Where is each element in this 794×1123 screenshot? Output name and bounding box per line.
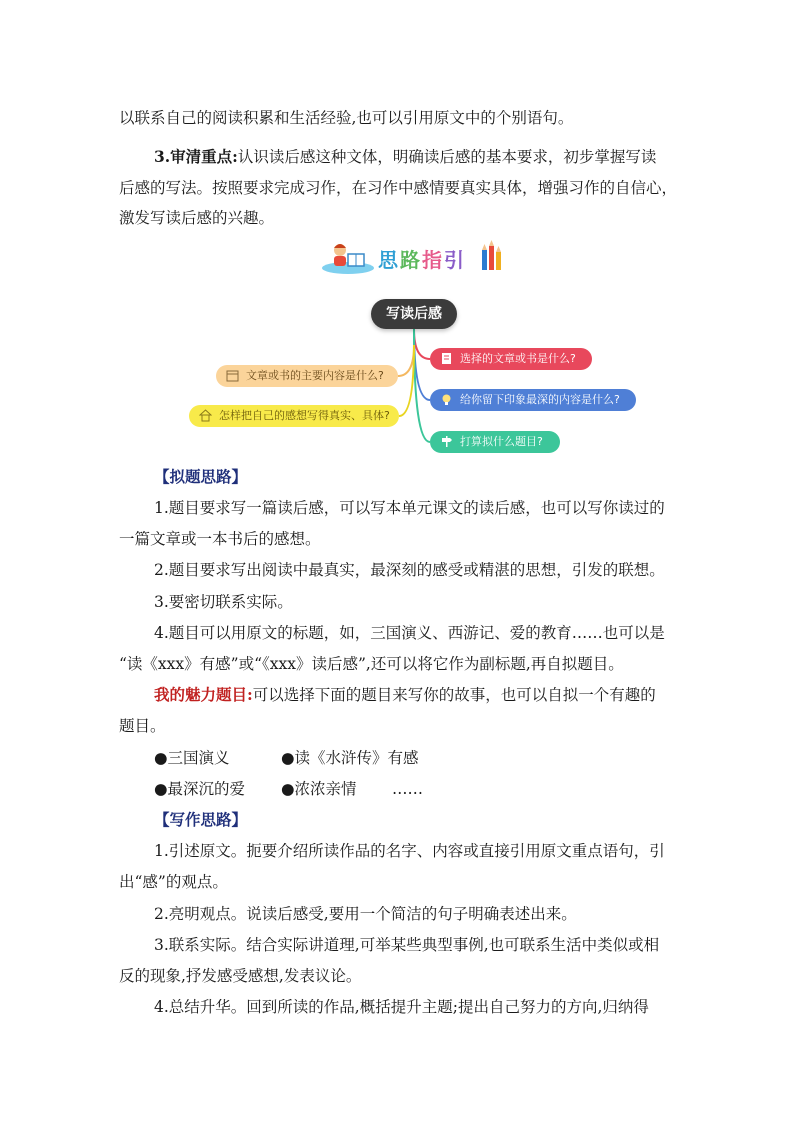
- point-label: 3.审清重点:: [154, 147, 238, 166]
- paragraph-line: 2.亮明观点。说读后感受,要用一个简洁的句子明确表述出来。: [154, 905, 577, 923]
- paragraph-line: 2.题目要求写出阅读中最真实，最深刻的感受或精湛的思想，引发的联想。: [154, 561, 665, 579]
- title-option: ●浓浓亲情: [281, 780, 357, 798]
- node-label: 选择的文章或书是什么?: [460, 352, 576, 365]
- mindmap-node-chosen-text: [430, 348, 592, 370]
- paragraph-line: 反的现象,抒发感受感想,发表议论。: [119, 967, 362, 985]
- house-icon: [199, 409, 212, 422]
- node-label: 打算拟什么题目?: [460, 435, 543, 448]
- section-heading-writing-ideas: 【写作思路】: [154, 810, 248, 829]
- lightbulb-icon: [440, 393, 453, 406]
- charm-title-label: 我的魅力题目:: [154, 685, 253, 704]
- title-option-more: ……: [392, 780, 423, 798]
- section-heading-title-ideas: 【拟题思路】: [154, 467, 248, 486]
- banner-char: 路: [400, 248, 422, 272]
- paragraph-line: 4.总结升华。回到所读的作品,概括提升主题;提出自己努力的方向,归纳得: [154, 998, 649, 1016]
- paragraph-line: 题目。: [119, 717, 166, 735]
- signpost-icon: [440, 435, 453, 448]
- title-option: ●读《水浒传》有感: [281, 749, 419, 767]
- mindmap-node-title: [430, 431, 560, 453]
- paragraph-line: 激发写读后感的兴趣。: [119, 209, 275, 227]
- paragraph-line: 一篇文章或一本书后的感想。: [119, 530, 321, 548]
- paragraph-line: 1.题目要求写一篇读后感，可以写本单元课文的读后感，也可以写你读过的: [154, 499, 665, 517]
- node-label: 文章或书的主要内容是什么?: [246, 369, 384, 382]
- paragraph-line: [154, 683, 676, 707]
- calendar-icon: [226, 369, 239, 382]
- paragraph-line: 出“感”的观点。: [119, 873, 228, 891]
- document-icon: [440, 352, 453, 365]
- mindmap-node-impression: [430, 389, 636, 411]
- title-option: ●最深沉的爱: [154, 780, 246, 798]
- mindmap-center-node: 写读后感: [371, 299, 457, 329]
- banner-char: 指: [422, 248, 444, 272]
- charm-title-text: 可以选择下面的题目来写你的故事，也可以自拟一个有趣的: [252, 686, 656, 704]
- banner-char: 思: [378, 248, 400, 272]
- paragraph-line: 后感的写法。按照要求完成习作，在习作中感情要真实具体，增强习作的自信心，: [119, 179, 678, 197]
- mindmap-node-feelings: [189, 405, 399, 427]
- title-option: ●三国演义: [154, 749, 230, 767]
- point-text: 认识读后感这种文体，明确读后感的基本要求，初步掌握写读: [237, 148, 657, 166]
- node-label: 给你留下印象最深的内容是什么?: [460, 393, 620, 406]
- banner-char: 引: [444, 248, 466, 272]
- paragraph-line: 4.题目可以用原文的标题，如，三国演义、西游记、爱的教育……也可以是: [154, 624, 665, 642]
- paragraph-line: 1.引述原文。扼要介绍所读作品的名字、内容或直接引用原文重点语句，引: [154, 842, 665, 860]
- paragraph-line: 3.要密切联系实际。: [154, 593, 293, 611]
- paragraph-line: 3.联系实际。结合实际讲道理,可举某些典型事例,也可联系生活中类似或相: [154, 936, 660, 954]
- paragraph-line: 以联系自己的阅读积累和生活经验,也可以引用原文中的个别语句。: [119, 109, 574, 127]
- node-label: 怎样把自己的感想写得真实、具体?: [219, 409, 390, 422]
- mindmap-node-main-content: [216, 365, 398, 387]
- paragraph-line: “读《xxx》有感”或“《xxx》读后感”,还可以将它作为副标题,再自拟题目。: [119, 655, 624, 673]
